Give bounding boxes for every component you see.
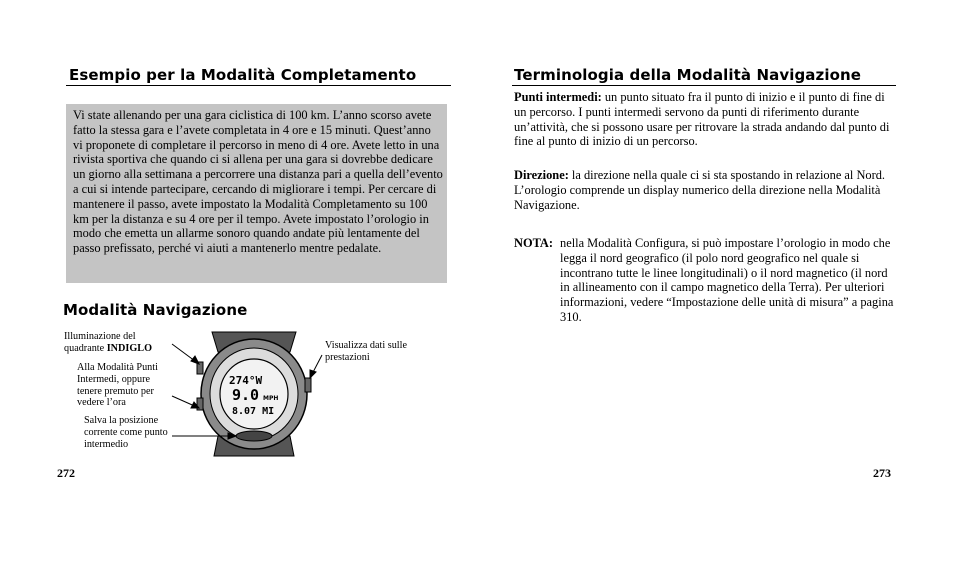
callout-performance: Visualizza dati sulle prestazioni	[325, 340, 407, 363]
direction-term: Direzione:	[514, 168, 569, 182]
page-number-right: 273	[873, 466, 891, 480]
indiglo-brand: INDIGLO	[106, 342, 153, 354]
watch-button-right	[305, 378, 311, 392]
callout-save: Salva la posizione corrente come punto intermedio	[84, 415, 168, 450]
watch-button-bottom	[236, 431, 272, 441]
navigation-mode-heading: Modalità Navigazione	[63, 301, 248, 319]
note-text: nella Modalità Configura, si può impostare l’orologio in modo che legga il nord geografico (il polo nord geografico nel quale si incontrano tutte le linee longitudinali) o il nord magnetico (il nord in allineamento con il campo magnetico della Terra). Per ulteriori informazioni, vedere “Impostazione delle unità di misura” a pagina 310.	[560, 236, 894, 324]
terminology-heading-rule	[512, 85, 896, 86]
callout-waypoint: Alla Modalità Punti Intermedi, oppure tenere premuto per vedere l’ora	[77, 362, 158, 409]
example-text: Vi state allenando per una gara ciclistica di 100 km. L’anno scorso avete fatto la stessa gara e l’avete completata in 4 ore e 15 minuti. Quest’anno vi proponete di completare il percorso in meno di 4 ore. Avete letto in una rivista sportiva che quando ci si allena per una gara si dovrebbe dedicare un giorno alla settimana a percorrere una distanza pari a quella dell’evento a cui si intende partecipare, cercando di migliorare i tempi. Per cercare di mantenere il passo, avete impostato la Modalità Completamento su 100 km per la distanza e su 4 ore per il tempo. Avete impostato l’orologio in modo che emetta un allarme sonoro quando andate più lentamente del passo prefissato, perché vi aiuti a mantenerlo mentre pedalate.	[73, 108, 443, 256]
watch-display-direction: 274°W	[229, 374, 263, 387]
watch-display-speed-unit: MPH	[263, 395, 279, 402]
callout-backlight: Illuminazione del quadrante INDIGLO	[64, 331, 153, 354]
waypoints-term: Punti intermedi:	[514, 90, 602, 104]
page-number-left: 272	[57, 466, 75, 480]
terminology-heading: Terminologia della Modalità Navigazione	[514, 66, 862, 84]
note-label: NOTA:	[514, 236, 554, 250]
waypoints-definition: Punti intermedi: un punto situato fra il punto di inizio e il punto di fine di un percorso. I punti intermedi servono da punti di riferimento durante un’attività, che si possono usare per ritrovare la strada andando dal punto di fine al punto di inizio di un percorso.	[514, 90, 890, 149]
watch-display-distance: 8.07 MI	[232, 406, 275, 417]
watch-display-speed: 9.0	[232, 386, 260, 404]
example-heading: Esempio per la Modalità Completamento	[69, 66, 417, 84]
direction-definition: Direzione: la direzione nella quale ci si sta spostando in relazione al Nord. L’orologio comprende un display numerico della direzione nella Modalità Navigazione.	[514, 168, 886, 212]
